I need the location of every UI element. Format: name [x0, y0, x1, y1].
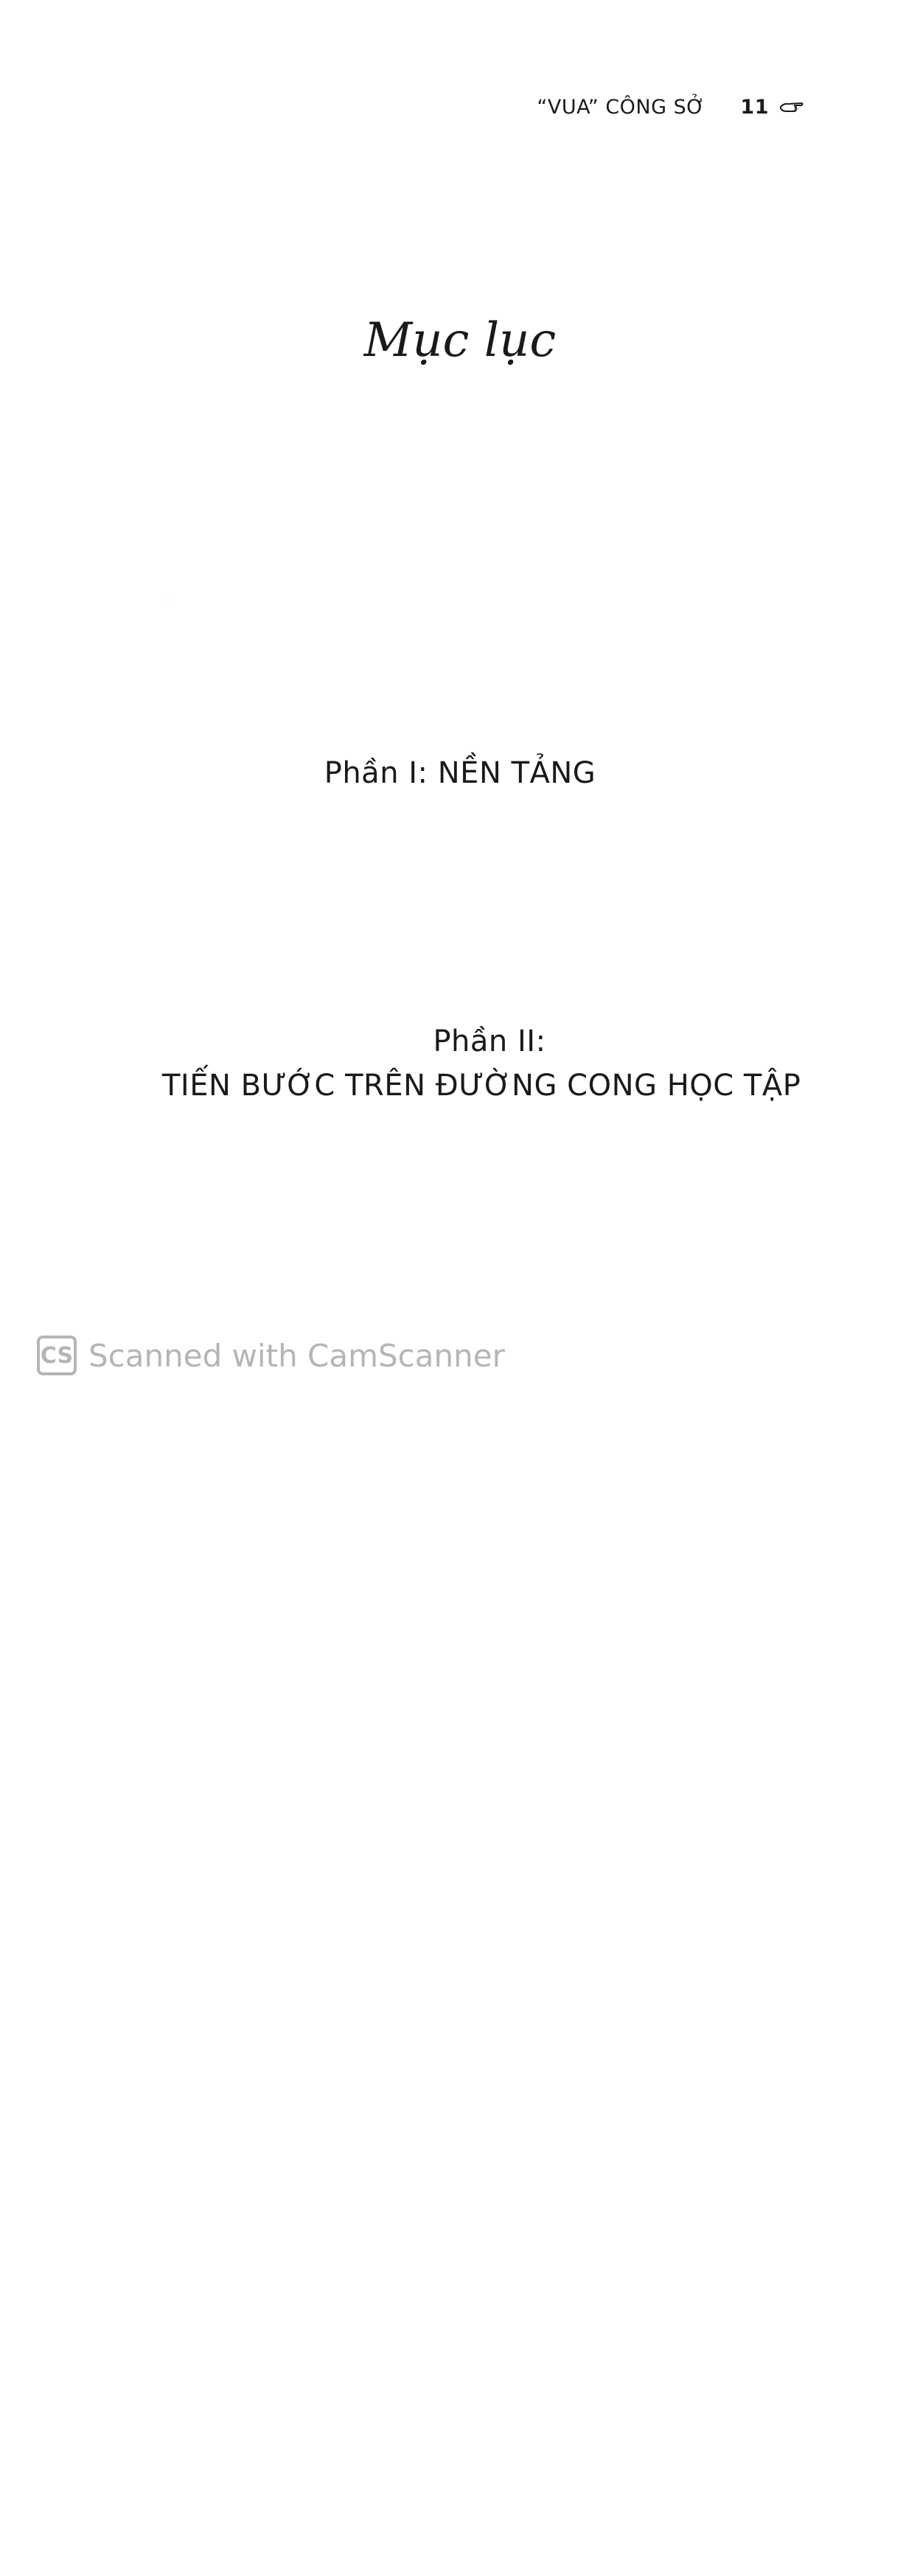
- part2-toc-list: [168, 1161, 807, 1294]
- camscanner-logo-icon: CS: [37, 1336, 77, 1375]
- camscanner-watermark: [37, 1336, 505, 1375]
- part1-heading: Phần I: NỀN TẢNG: [324, 756, 596, 790]
- part2-label: Phần II:: [433, 1025, 546, 1058]
- toc-entry: [168, 1249, 807, 1294]
- part2-name: TIẾN BƯỚC TRÊN ĐƯỜNG CONG HỌC TẬP: [162, 1069, 801, 1103]
- watermark-text: Scanned with CamScanner: [88, 1337, 505, 1374]
- toc-entry: [168, 632, 806, 676]
- page-number: 11: [740, 96, 769, 119]
- intro-toc-list: [168, 455, 806, 676]
- book-title: “VUA” CÔNG SỞ: [537, 96, 705, 119]
- toc-title: Mục lục: [363, 313, 557, 368]
- pointing-hand-icon: [779, 96, 804, 109]
- toc-entry: [168, 940, 806, 984]
- part1-toc-list: [168, 851, 806, 984]
- running-header: [537, 96, 804, 119]
